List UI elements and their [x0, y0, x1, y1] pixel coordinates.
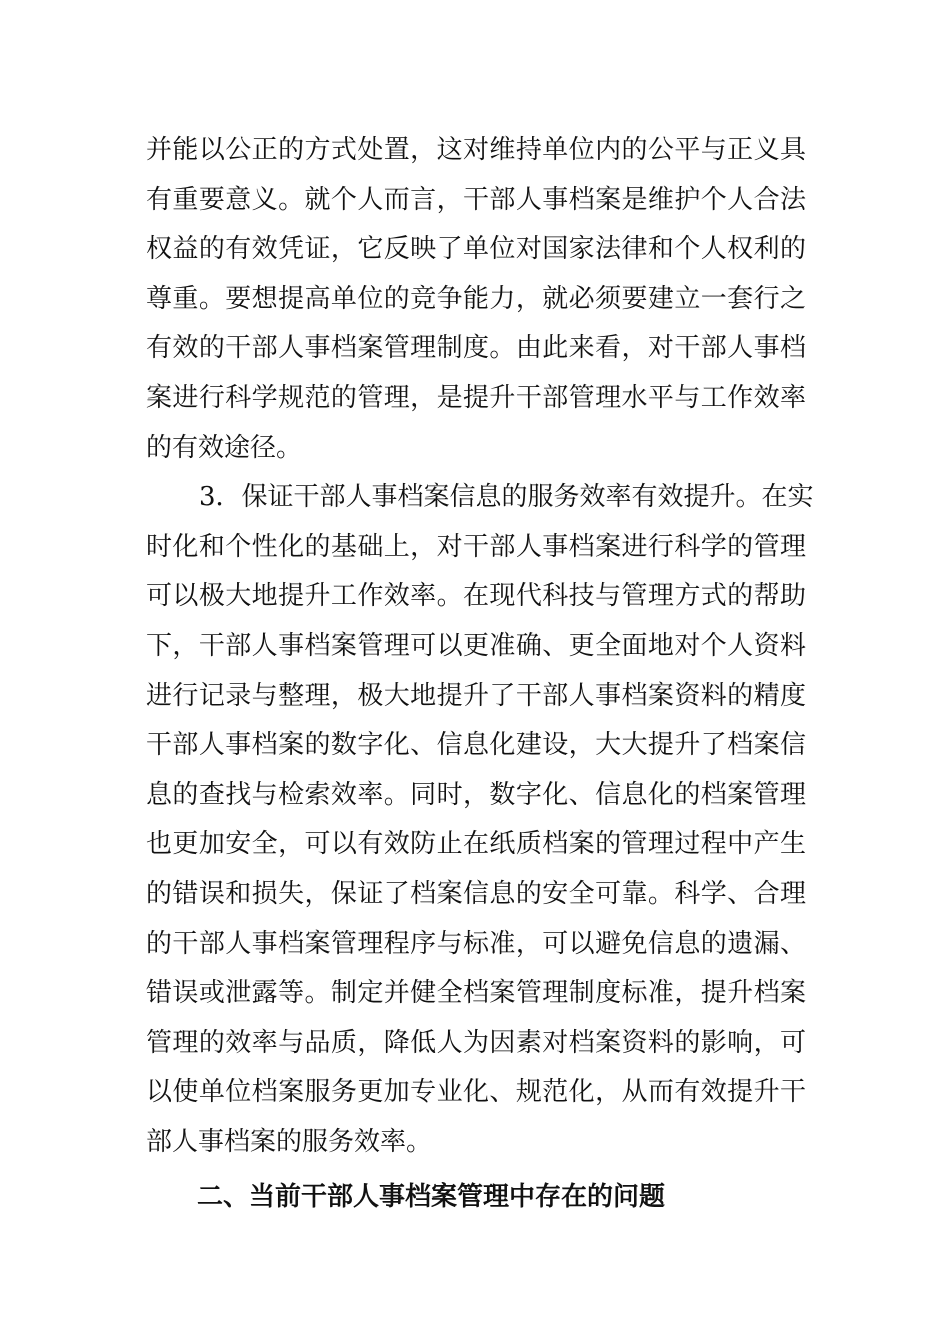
text-line: 管理的效率与品质，降低人为因素对档案资料的影响，可: [146, 1027, 806, 1058]
text-line: 的错误和损失，保证了档案信息的安全可靠。科学、合理: [146, 878, 806, 909]
text-line: 的有效途径。: [146, 432, 303, 463]
text-line: 有效的干部人事档案管理制度。由此来看，对干部人事档: [146, 333, 806, 364]
text-line: 下，干部人事档案管理可以更准确、更全面地对个人资料: [146, 630, 806, 661]
body-text: [146, 126, 814, 1167]
text-line: 并能以公正的方式处置，这对维持单位内的公平与正义具: [146, 135, 806, 165]
text-line: 错误或泄露等。制定并健全档案管理制度标准，提升档案: [146, 978, 806, 1009]
text-line: 以使单位档案服务更加专业化、规范化，从而有效提升干: [146, 1077, 806, 1108]
text-line: 有重要意义。就个人而言，干部人事档案是维护个人合法: [146, 184, 806, 215]
text-line: 干部人事档案的数字化、信息化建设，大大提升了档案信: [146, 730, 806, 761]
text-line: 案进行科学规范的管理，是提升干部管理水平与工作效率: [146, 382, 806, 413]
text-line: 的干部人事档案管理程序与标准，可以避免信息的遗漏、: [146, 928, 806, 959]
text-line: 3．保证干部人事档案信息的服务效率有效提升。在实: [199, 482, 814, 513]
text-line: 尊重。要想提高单位的竞争能力，就必须要建立一套行之: [146, 283, 806, 314]
text-line: 可以极大地提升工作效率。在现代科技与管理方式的帮助: [146, 581, 806, 612]
section-heading: 二、当前干部人事档案管理中存在的问题: [197, 1182, 666, 1212]
text-line: 息的查找与检索效率。同时，数字化、信息化的档案管理: [146, 779, 806, 810]
text-line: 进行记录与整理，极大地提升了干部人事档案资料的精度: [146, 680, 806, 711]
text-line: 也更加安全，可以有效防止在纸质档案的管理过程中产生: [146, 829, 806, 860]
text-line: 部人事档案的服务效率。: [146, 1126, 433, 1157]
text-line: 时化和个性化的基础上，对干部人事档案进行科学的管理: [146, 531, 806, 562]
text-line: 权益的有效凭证，它反映了单位对国家法律和个人权利的: [146, 234, 806, 265]
